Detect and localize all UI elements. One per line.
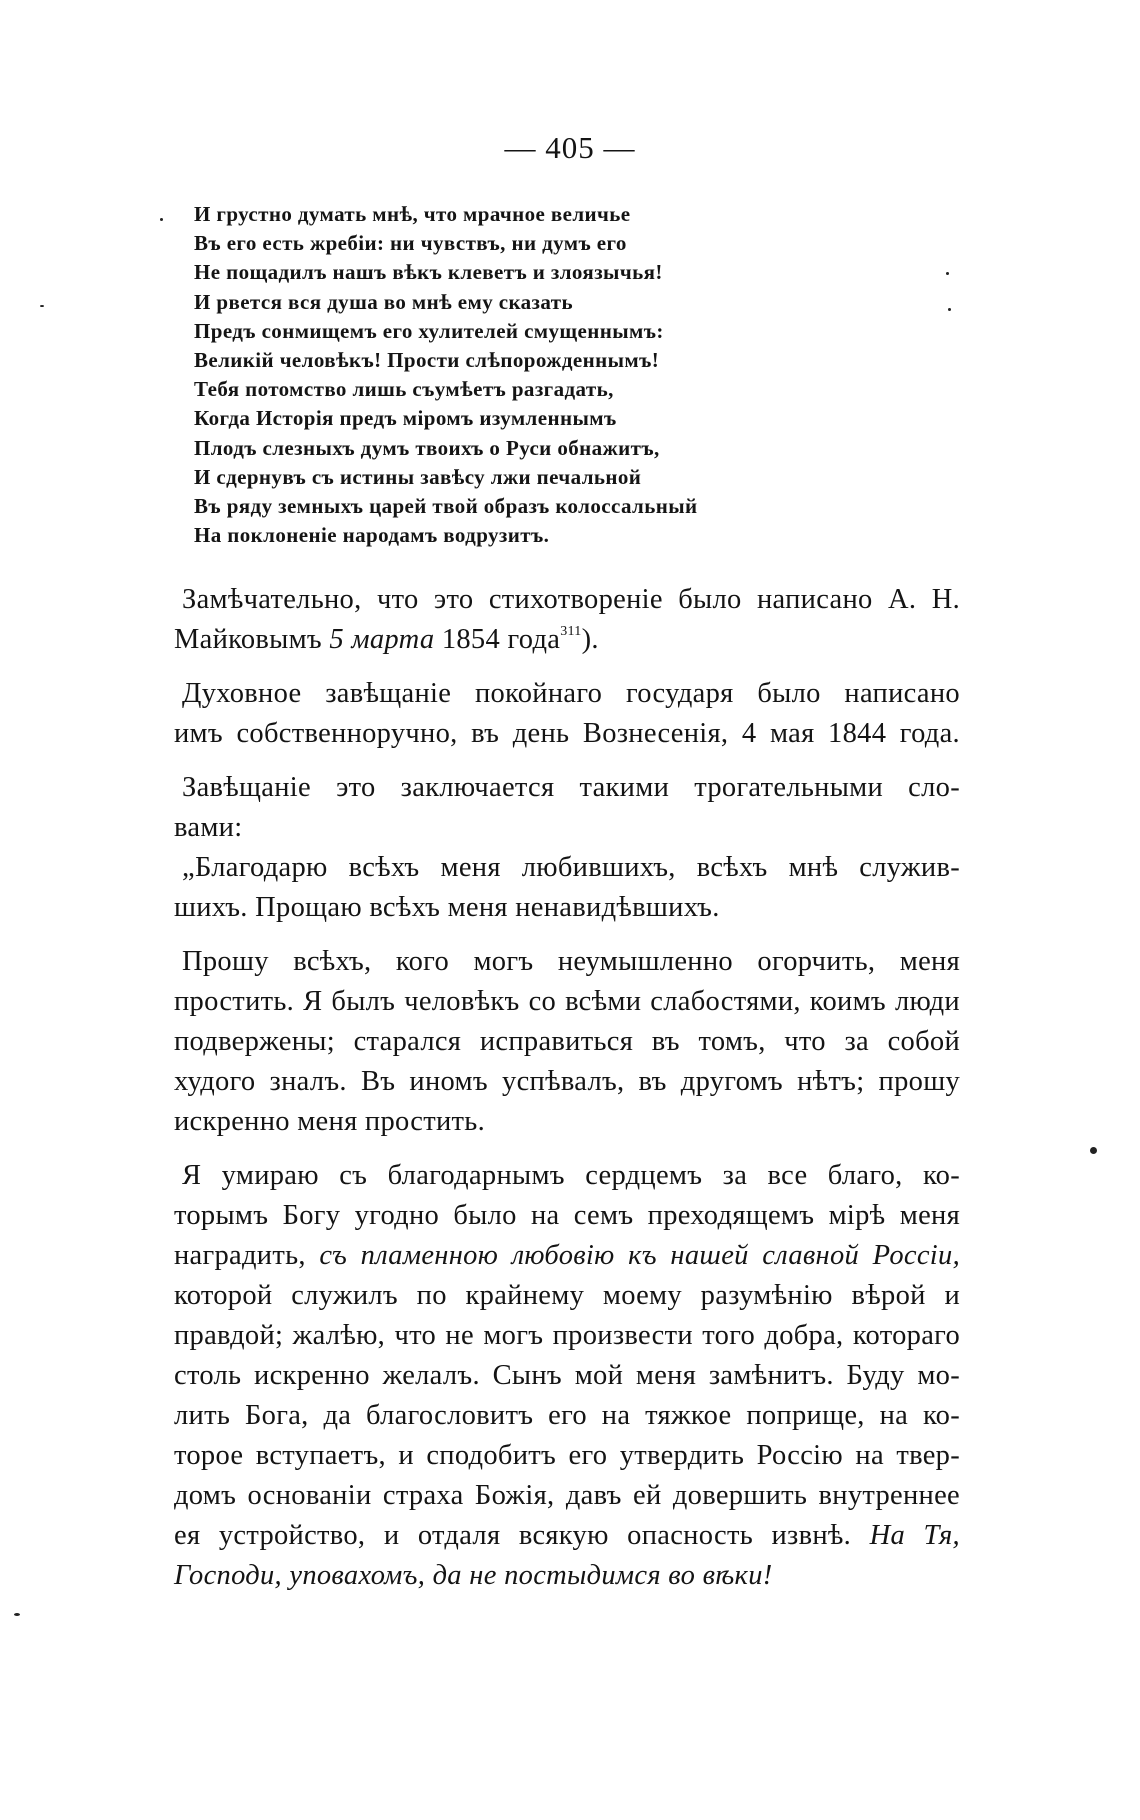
text-line: подвержены; старался исправиться въ томъ, что за собой <box>174 1026 960 1057</box>
text-line: правдой; жалѣю, что не могъ произвести того добра, котораго <box>174 1320 960 1351</box>
text-span: ). <box>581 624 599 655</box>
scan-speck <box>946 272 949 275</box>
text-line: торое вступаетъ, и сподобитъ его утвердить Россію на твер- <box>174 1440 960 1471</box>
text-line: которой служилъ по крайнему моему разумѣнію вѣрой и <box>174 1280 960 1311</box>
text-line: лить Бога, да благословитъ его на тяжкое поприще, на ко- <box>174 1400 960 1431</box>
text-line: искренно меня простить. <box>174 1106 485 1137</box>
page-number: — 405 — <box>504 130 636 165</box>
poem-line: Предъ сонмищемъ его хулителей смущеннымъ: <box>194 318 664 343</box>
poem-line: И грустно думать мнѣ, что мрачное величье <box>194 202 631 226</box>
text-span: ея устройство, и отдаля всякую опасность извнѣ. <box>174 1520 852 1551</box>
body-text <box>174 580 960 1596</box>
quote-paragraph-1 <box>174 848 960 928</box>
text-span: 1854 года <box>441 624 561 655</box>
poem-line: Въ ряду земныхъ царей твой образъ колоссальный <box>194 494 698 519</box>
text-line: Прошу всѣхъ, кого могъ неумышленно огорчить, меня <box>182 946 960 977</box>
poem-line: Плодъ слезныхъ думъ твоихъ о Руси обнажитъ, <box>194 435 660 460</box>
text-line: столь искренно желалъ. Сынъ мой меня замѣнитъ. Буду мо- <box>174 1360 960 1391</box>
poem-line: Не пощадилъ нашъ вѣкъ клеветъ и злоязычья! <box>194 260 663 285</box>
text-line <box>174 620 960 660</box>
paragraph-maikov-note <box>174 580 960 660</box>
text-line: имъ собственноручно, въ день Вознесенія, 4 мая 1844 года. <box>174 718 960 749</box>
poem-line: Тебя потомство лишь съумѣетъ разгадать, <box>194 377 614 402</box>
poem-line: И рвется вся душа во мнѣ ему сказать <box>194 289 573 314</box>
text-line: торымъ Богу угодно было на семъ преходящемъ мірѣ меня <box>174 1200 960 1231</box>
text-line: Духовное завѣщаніе покойнаго государя было написано <box>182 678 960 709</box>
poem-line: Въ его есть жребіи: ни чувствъ, ни думъ его <box>194 231 627 256</box>
text-line: „Благодарю всѣхъ меня любившихъ, всѣхъ мнѣ служив- <box>182 852 960 883</box>
text-line: Завѣщаніе это заключается такими трогательными сло- <box>182 772 960 803</box>
text-line: шихъ. Прощаю всѣхъ меня ненавидѣвшихъ. <box>174 892 720 923</box>
text-line <box>174 1236 960 1276</box>
text-line: Замѣчательно, что это стихотвореніе было написано А. Н. <box>182 584 960 615</box>
poem-line: Когда Исторія предъ міромъ изумленнымъ <box>194 406 617 431</box>
footnote-ref[interactable]: 311 <box>560 624 582 639</box>
paragraph-testament <box>174 674 960 754</box>
italic-phrase: На Тя, <box>869 1520 960 1551</box>
poem-line: На поклоненіе народамъ водрузитъ. <box>194 523 550 548</box>
quote-paragraph-2 <box>174 942 960 1142</box>
text-line <box>174 1516 960 1556</box>
text-line: простить. Я былъ человѣкъ со всѣми слабостями, коимъ люди <box>174 986 960 1017</box>
text-line: вами: <box>174 812 243 843</box>
scan-speck <box>14 1613 20 1616</box>
text-line: Я умираю съ благодарнымъ сердцемъ за все благо, ко- <box>182 1160 960 1191</box>
text-line: домъ основаніи страха Божія, давъ ей довершить внутреннее <box>174 1480 960 1511</box>
poem-line: И сдернувъ съ истины завѣсу лжи печальной <box>194 464 642 489</box>
italic-date: 5 марта <box>329 624 435 655</box>
text-span: наградить, <box>174 1240 306 1271</box>
scan-speck <box>160 218 163 221</box>
paragraph-intro <box>174 768 960 848</box>
text-line: Господи, уповахомъ, да не постыдимся во вѣки! <box>174 1560 773 1591</box>
text-span: Майковымъ <box>174 624 322 655</box>
italic-phrase: съ пламенною любовію къ нашей славной Россіи, <box>319 1240 960 1271</box>
quote-paragraph-3 <box>174 1156 960 1596</box>
poem-line: Великій человѣкъ! Прости слѣпорожденнымъ! <box>194 348 660 373</box>
scan-speck <box>948 308 951 311</box>
scan-speck <box>1090 1147 1097 1154</box>
poem-block <box>194 200 914 550</box>
text-line: худого зналъ. Въ иномъ успѣвалъ, въ другомъ нѣтъ; прошу <box>174 1066 960 1097</box>
scan-speck <box>40 305 44 307</box>
